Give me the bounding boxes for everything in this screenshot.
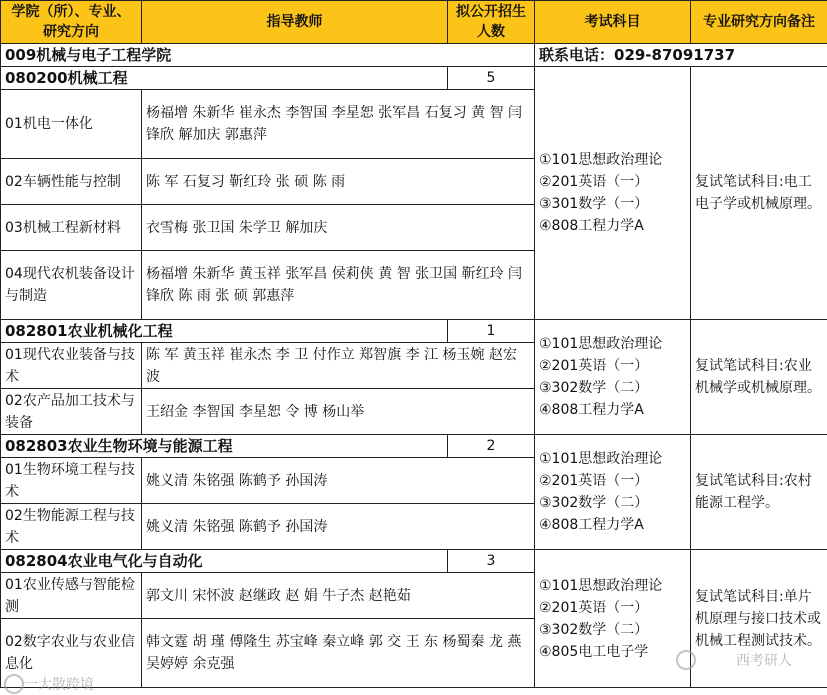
major-name: 082801农业机械化工程 <box>1 320 448 343</box>
supervisors: 陈 军 黄玉祥 崔永杰 李 卫 付作立 郑智旗 李 江 杨玉婉 赵宏波 <box>142 343 535 389</box>
major-name: 080200机械工程 <box>1 67 448 90</box>
supervisors: 王绍金 李智国 李星恕 令 博 杨山举 <box>142 389 535 435</box>
direction-note: 复试笔试科目:农村能源工程学。 <box>691 435 827 550</box>
supervisors: 郭文川 宋怀波 赵继政 赵 娟 牛子杰 赵艳茹 <box>142 573 535 619</box>
watermark-left-icon <box>4 674 24 694</box>
exam-subjects: ①101思想政治理论 ②201英语（一） ③302数学（二） ④805电工电子学 <box>535 550 691 688</box>
direction-name: 04现代农机装备设计与制造 <box>1 251 142 320</box>
major-quota: 5 <box>448 67 535 90</box>
wechat-icon <box>676 650 696 670</box>
direction-name: 02数字农业与农业信息化 <box>1 619 142 688</box>
supervisors: 韩文霆 胡 瑾 傅隆生 苏宝峰 秦立峰 郭 交 王 东 杨蜀秦 龙 燕 吴婷婷 余克强 <box>142 619 535 688</box>
watermark-right: 西考研人 <box>736 653 792 669</box>
header-supervisors: 指导教师 <box>142 1 448 44</box>
college-name: 009机械与电子工程学院 <box>1 44 535 67</box>
supervisors: 姚义清 朱铭强 陈鹤予 孙国涛 <box>142 504 535 550</box>
exam-subjects: ①101思想政治理论 ②201英语（一） ③302数学（二） ④808工程力学A <box>535 320 691 435</box>
direction-name: 01农业传感与智能检测 <box>1 573 142 619</box>
direction-name: 03机械工程新材料 <box>1 205 142 251</box>
major-name: 082803农业生物环境与能源工程 <box>1 435 448 458</box>
header-row <box>1 1 827 44</box>
supervisors: 衣雪梅 张卫国 朱学卫 解加庆 <box>142 205 535 251</box>
direction-name: 02生物能源工程与技术 <box>1 504 142 550</box>
major-quota: 1 <box>448 320 535 343</box>
direction-note: 复试笔试科目:农业机械学或机械原理。 <box>691 320 827 435</box>
header-college-major: 学院（所）、专业、研究方向 <box>1 1 142 44</box>
direction-name: 01生物环境工程与技术 <box>1 458 142 504</box>
college-contact: 联系电话：029-87091737 <box>535 44 827 67</box>
header-notes: 专业研究方向备注 <box>691 1 827 44</box>
direction-note: 复试笔试科目:电工电子学或机械原理。 <box>691 67 827 320</box>
direction-name: 01机电一体化 <box>1 90 142 159</box>
supervisors: 陈 军 石复习 靳红玲 张 硕 陈 雨 <box>142 159 535 205</box>
direction-name: 02车辆性能与控制 <box>1 159 142 205</box>
major-row <box>1 550 827 573</box>
direction-name: 01现代农业装备与技术 <box>1 343 142 389</box>
direction-note: 复试笔试科目:单片机原理与接口技术或机械工程测试技术。 <box>691 550 827 688</box>
exam-subjects: ①101思想政治理论 ②201英语（一） ③302数学（二） ④808工程力学A <box>535 435 691 550</box>
exam-subjects: ①101思想政治理论 ②201英语（一） ③301数学（一） ④808工程力学A <box>535 67 691 320</box>
supervisors: 姚义清 朱铭强 陈鹤予 孙国涛 <box>142 458 535 504</box>
major-quota: 3 <box>448 550 535 573</box>
header-quota: 拟公开招生人数 <box>448 1 535 44</box>
college-row <box>1 44 827 67</box>
major-row <box>1 435 827 458</box>
direction-name: 02农产品加工技术与装备 <box>1 389 142 435</box>
major-row <box>1 67 827 90</box>
header-exam-subjects: 考试科目 <box>535 1 691 44</box>
major-row <box>1 320 827 343</box>
supervisors: 杨福增 朱新华 崔永杰 李智国 李星恕 张军昌 石复习 黄 智 闫锋欣 解加庆 郭惠萍 <box>142 90 535 159</box>
major-quota: 2 <box>448 435 535 458</box>
major-name: 082804农业电气化与自动化 <box>1 550 448 573</box>
supervisors: 杨福增 朱新华 黄玉祥 张军昌 侯莉侠 黄 智 张卫国 靳红玲 闫锋欣 陈 雨 张 硕 郭惠萍 <box>142 251 535 320</box>
watermark-left: 一大散跨境 <box>24 677 94 693</box>
